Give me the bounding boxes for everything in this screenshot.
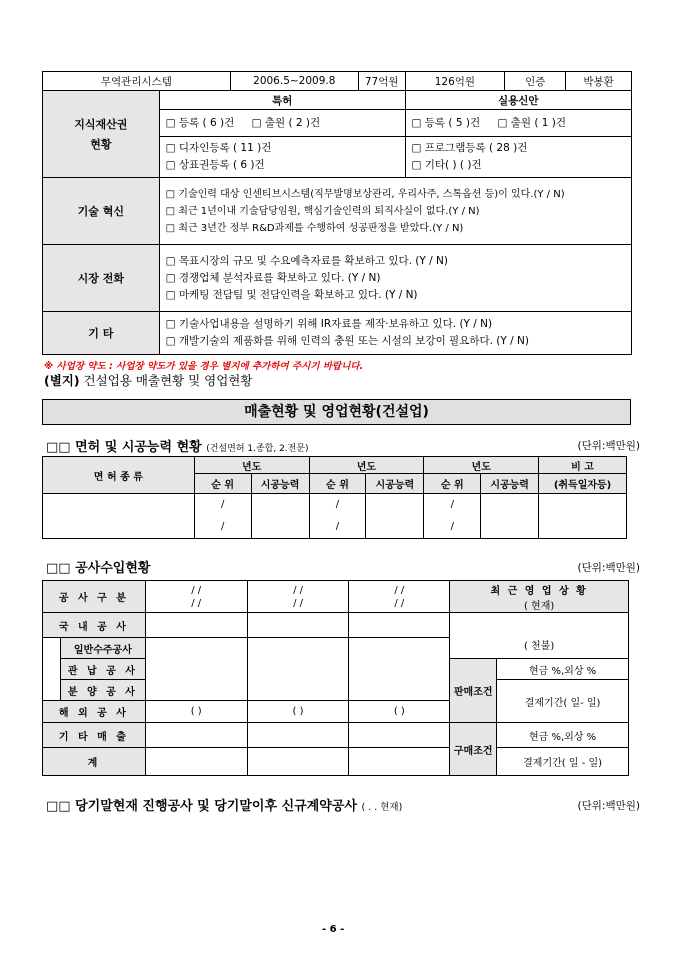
license-kind-cell[interactable] (43, 494, 195, 539)
capacity-cell[interactable] (251, 494, 309, 539)
year-head-1: 년도 (194, 457, 309, 474)
division-head: 공 사 구 분 (43, 581, 146, 613)
date-col-3[interactable]: / / / / (349, 581, 450, 613)
other-sales-head: 기 타 매 출 (43, 723, 146, 748)
tech-label: 기술 혁신 (43, 178, 160, 245)
market-label: 시장 전화 (43, 245, 160, 312)
other-line2[interactable]: □ 개발기술의 제품화를 위해 인력의 충원 또는 시설의 보강이 필요하다. (Y / N) (165, 335, 529, 347)
year-head-3: 년도 (424, 457, 539, 474)
rank-head: 순 위 (309, 474, 366, 494)
patent-app[interactable]: □ 출원 ( 2 )건 (251, 116, 321, 129)
person: 박봉환 (566, 72, 632, 91)
domestic-cell-2[interactable] (247, 613, 349, 638)
attachment-title: (별지) 건설업용 매출현황 및 영업현황 (44, 373, 253, 388)
overseas-cell-2[interactable]: ( ) (247, 701, 349, 723)
program-reg[interactable]: □ 프로그램등록 ( 28 )건 (411, 142, 528, 154)
total-cell-1[interactable] (145, 748, 247, 776)
contract-unit: (단위:백만원) (577, 800, 640, 812)
remark-sub-head: (취득일자등) (539, 474, 627, 494)
income-unit: (단위:백만원) (577, 562, 640, 574)
sub-cell-1[interactable] (145, 638, 247, 701)
total-cell-3[interactable] (349, 748, 450, 776)
system-name: 무역관리시스템 (43, 72, 231, 91)
patent-head: 특허 (159, 91, 405, 110)
design-reg[interactable]: □ 디자인등록 ( 11 )건 (165, 142, 272, 154)
rank-cell[interactable]: / / (194, 494, 251, 539)
market-line1[interactable]: □ 목표시장의 규모 및 수요예측자료를 확보하고 있다. (Y / N) (165, 254, 448, 267)
sales-terms-head: 판매조건 (450, 659, 497, 723)
purchase-period[interactable]: 결제기간( 일 - 일) (497, 748, 629, 776)
capacity-cell[interactable] (481, 494, 539, 539)
tech-line2[interactable]: □ 최근 1년이내 기술담당임원, 핵심기술인력의 퇴직사실이 없다.(Y / N) (165, 205, 480, 217)
section-banner: 매출현황 및 영업현황(건설업) (42, 399, 631, 425)
tech-line1[interactable]: □ 기술인력 대상 인센티브시스템(직무발명보상관리, 우리사주, 스톡옵션 등)이 있다.(Y / N) (165, 188, 565, 200)
contract-section-title: □□ 당기말현재 진행공사 및 당기말이후 신규계약공사 ( . . 현재) (46, 799, 403, 814)
trademark-reg[interactable]: □ 상표권등록 ( 6 )건 (165, 159, 265, 171)
capacity-head: 시공능력 (366, 474, 424, 494)
domestic-cell-1[interactable] (145, 613, 247, 638)
other-sales-cell-1[interactable] (145, 723, 247, 748)
rank-head: 순 위 (424, 474, 481, 494)
remark-head: 비 고 (539, 457, 627, 474)
cert: 인증 (505, 72, 566, 91)
indent-cell (43, 638, 61, 701)
date-col-2[interactable]: / / / / (247, 581, 349, 613)
domestic-head: 국 내 공 사 (43, 613, 146, 638)
utility-app[interactable]: □ 출원 ( 1 )건 (497, 116, 567, 129)
sales-cash[interactable]: 현금 %,외상 % (497, 659, 629, 680)
general-head: 일반수주공사 (60, 638, 145, 659)
purchase-cash[interactable]: 현금 %,외상 % (497, 723, 629, 748)
etc-reg[interactable]: □ 기타( ) ( )건 (411, 159, 482, 171)
remark-cell[interactable] (539, 494, 627, 539)
page-number: - 6 - (322, 924, 345, 935)
sale-head: 분 양 공 사 (60, 680, 145, 701)
capacity-head: 시공능력 (251, 474, 309, 494)
rank-cell[interactable]: / / (309, 494, 366, 539)
patent-reg[interactable]: □ 등록 ( 6 )건 (165, 116, 235, 129)
map-note: ※ 사업장 약도 : 사업장 약도가 있을 경우 별지에 추가하여 주시기 바랍니다. (44, 361, 364, 372)
date-col-1[interactable]: / / / / (145, 581, 247, 613)
recent-head: 최 근 영 업 상 황 ( 현재) (450, 581, 629, 613)
license-section-title: □□ 면허 및 시공능력 현황 (건설면허 1.종합, 2.전문) (46, 440, 309, 455)
market-line2[interactable]: □ 경쟁업체 분석자료를 확보하고 있다. (Y / N) (165, 271, 381, 284)
government-head: 관 납 공 사 (60, 659, 145, 680)
utility-head: 실용신안 (405, 91, 631, 110)
period: 2006.5~2009.8 (230, 72, 358, 91)
backlog-cell[interactable]: ( 천불) (450, 613, 629, 659)
overseas-head: 해 외 공 사 (43, 701, 146, 723)
domestic-cell-3[interactable] (349, 613, 450, 638)
sub-cell-2[interactable] (247, 638, 349, 701)
utility-reg[interactable]: □ 등록 ( 5 )건 (411, 116, 481, 129)
capacity-cell[interactable] (366, 494, 424, 539)
market-line3[interactable]: □ 마케팅 전담팀 및 전담인력을 확보하고 있다. (Y / N) (165, 288, 418, 301)
other-line1[interactable]: □ 기술사업내용을 설명하기 위해 IR자료를 제작·보유하고 있다. (Y / N) (165, 318, 493, 330)
overseas-cell-1[interactable]: ( ) (145, 701, 247, 723)
license-kind-head: 면 허 종 류 (43, 457, 195, 494)
overseas-cell-3[interactable]: ( ) (349, 701, 450, 723)
sub-cell-3[interactable] (349, 638, 450, 701)
sales-period[interactable]: 결제기간( 일- 일) (497, 680, 629, 723)
purchase-terms-head: 구매조건 (450, 723, 497, 776)
other-label: 기 타 (43, 312, 160, 355)
license-unit: (단위:백만원) (577, 440, 640, 452)
ip-label: 지식재산권 현황 (43, 91, 160, 178)
other-sales-cell-2[interactable] (247, 723, 349, 748)
ip-tech-table (42, 71, 632, 355)
amount1: 77억원 (358, 72, 405, 91)
total-cell-2[interactable] (247, 748, 349, 776)
license-table (42, 456, 627, 539)
amount2: 126억원 (405, 72, 505, 91)
year-head-2: 년도 (309, 457, 424, 474)
income-section-title: □□ 공사수입현황 (46, 561, 151, 576)
capacity-head: 시공능력 (481, 474, 539, 494)
tech-line3[interactable]: □ 최근 3년간 정부 R&D과제를 수행하여 성공판정을 받았다.(Y / N) (165, 222, 464, 234)
rank-head: 순 위 (194, 474, 251, 494)
total-head: 계 (43, 748, 146, 776)
other-sales-cell-3[interactable] (349, 723, 450, 748)
rank-cell[interactable]: / / (424, 494, 481, 539)
income-table (42, 580, 629, 776)
